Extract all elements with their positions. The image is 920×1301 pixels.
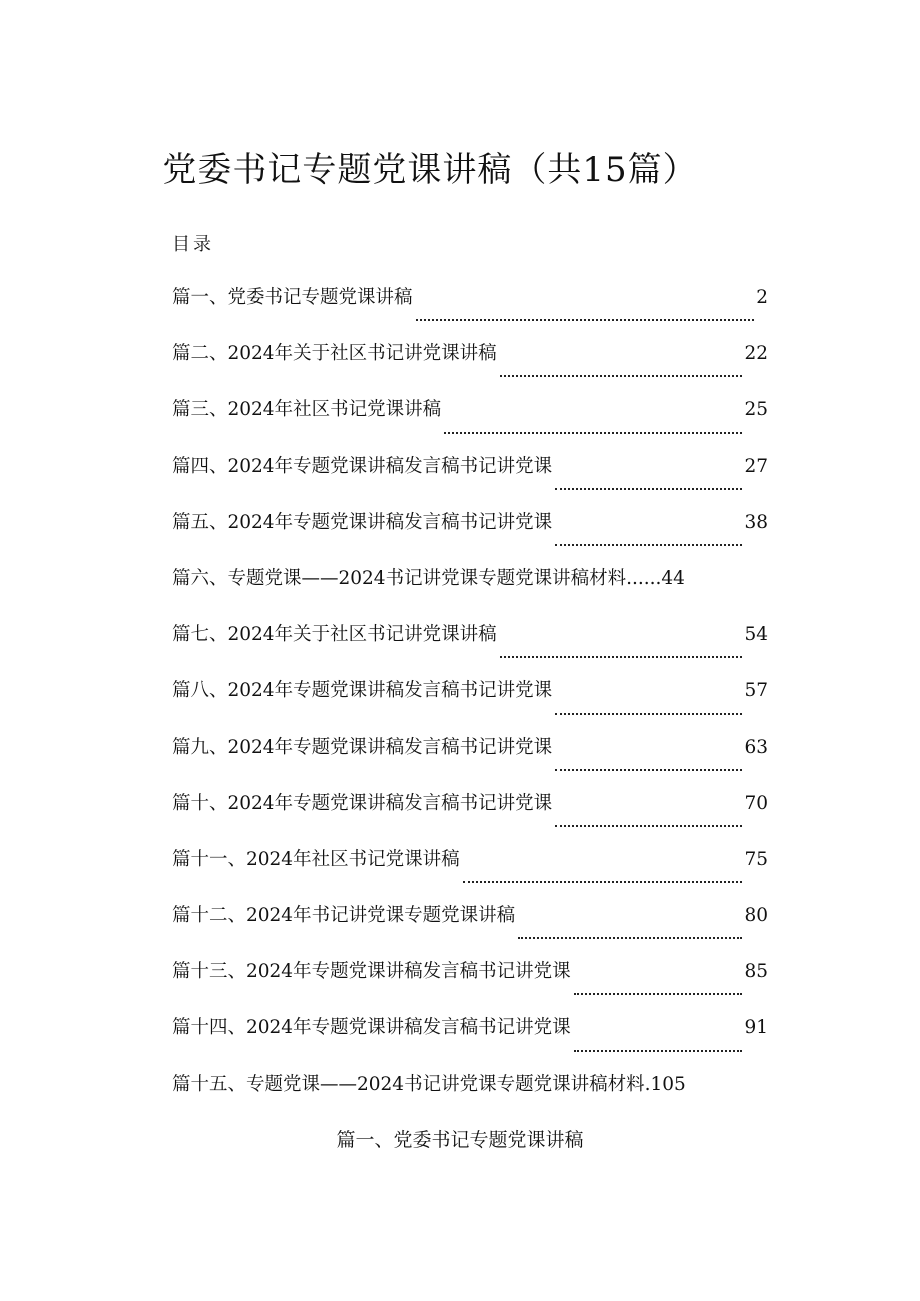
toc-entry-title: 篇二、2024年关于社区书记讲党课讲稿 bbox=[172, 343, 497, 365]
toc-entry[interactable] bbox=[172, 453, 768, 509]
toc-page-number: 27 bbox=[744, 455, 768, 477]
toc-entry-title: 篇十四、2024年专题党课讲稿发言稿书记讲党课 bbox=[172, 1017, 571, 1039]
toc-dot-leader bbox=[555, 825, 742, 827]
toc-page-number: 22 bbox=[744, 343, 768, 365]
toc-entry-title: 篇七、2024年关于社区书记讲党课讲稿 bbox=[172, 624, 497, 646]
toc-heading: 目录 bbox=[172, 234, 214, 255]
toc-dot-leader bbox=[500, 656, 743, 658]
section-heading: 篇一、党委书记专题党课讲稿 bbox=[336, 1129, 584, 1151]
toc-entry-title: 篇一、党委书记专题党课讲稿 bbox=[172, 287, 413, 308]
toc-entry-title: 篇四、2024年专题党课讲稿发言稿书记讲党课 bbox=[172, 455, 553, 477]
toc-page-number: 57 bbox=[744, 680, 768, 702]
toc-entry[interactable] bbox=[172, 565, 768, 621]
toc-entry[interactable] bbox=[172, 734, 768, 790]
toc-dot-leader bbox=[463, 881, 743, 883]
toc-dot-leader bbox=[518, 937, 742, 939]
toc-entry[interactable] bbox=[172, 677, 768, 733]
toc-dot-leader bbox=[416, 319, 755, 321]
toc-entry-title: 篇十一、2024年社区书记党课讲稿 bbox=[172, 848, 460, 870]
toc-page-number: 80 bbox=[744, 905, 768, 927]
toc-entry[interactable] bbox=[172, 846, 768, 902]
toc-entry[interactable] bbox=[172, 902, 768, 958]
toc-entry[interactable] bbox=[172, 621, 768, 677]
toc-entry[interactable] bbox=[172, 958, 768, 1014]
toc-entry-title: 篇十、2024年专题党课讲稿发言稿书记讲党课 bbox=[172, 792, 553, 814]
toc-page-number: 2 bbox=[756, 287, 768, 308]
toc-page-number: 85 bbox=[744, 961, 768, 983]
toc-entry[interactable] bbox=[172, 1014, 768, 1070]
toc-entry-title: 篇九、2024年专题党课讲稿发言稿书记讲党课 bbox=[172, 736, 553, 758]
document-title: 党委书记专题党课讲稿（共15篇） bbox=[162, 150, 698, 190]
toc-dot-leader bbox=[444, 432, 742, 434]
toc-dot-leader bbox=[555, 769, 742, 771]
toc-entry[interactable] bbox=[172, 340, 768, 396]
toc-dot-leader bbox=[555, 544, 742, 546]
toc-entry-title: 篇十五、专题党课——2024书记讲党课专题党课讲稿材料.105 bbox=[172, 1073, 686, 1095]
toc-page-number: 75 bbox=[744, 848, 768, 870]
toc-dot-leader bbox=[555, 713, 742, 715]
toc-entry-title: 篇三、2024年社区书记党课讲稿 bbox=[172, 399, 442, 421]
toc-page-number: 54 bbox=[744, 624, 768, 646]
toc-entry-title: 篇十二、2024年书记讲党课专题党课讲稿 bbox=[172, 905, 516, 927]
toc-entry[interactable] bbox=[172, 509, 768, 565]
toc-page-number: 38 bbox=[744, 511, 768, 533]
toc-page-number: 70 bbox=[744, 792, 768, 814]
toc-page-number: 91 bbox=[744, 1017, 768, 1039]
table-of-contents bbox=[172, 284, 768, 1127]
toc-entry[interactable] bbox=[172, 790, 768, 846]
toc-entry[interactable] bbox=[172, 1071, 768, 1127]
toc-page-number: 25 bbox=[744, 399, 768, 421]
toc-entry-title: 篇八、2024年专题党课讲稿发言稿书记讲党课 bbox=[172, 680, 553, 702]
toc-dot-leader bbox=[574, 993, 743, 995]
toc-entry-title: 篇六、专题党课——2024书记讲党课专题党课讲稿材料......44 bbox=[172, 567, 685, 589]
toc-dot-leader bbox=[555, 488, 742, 490]
toc-entry[interactable] bbox=[172, 396, 768, 452]
toc-page-number: 63 bbox=[744, 736, 768, 758]
toc-entry-title: 篇十三、2024年专题党课讲稿发言稿书记讲党课 bbox=[172, 961, 571, 983]
toc-dot-leader bbox=[574, 1050, 743, 1052]
toc-entry-title: 篇五、2024年专题党课讲稿发言稿书记讲党课 bbox=[172, 511, 553, 533]
toc-entry[interactable] bbox=[172, 284, 768, 340]
toc-dot-leader bbox=[500, 375, 743, 377]
